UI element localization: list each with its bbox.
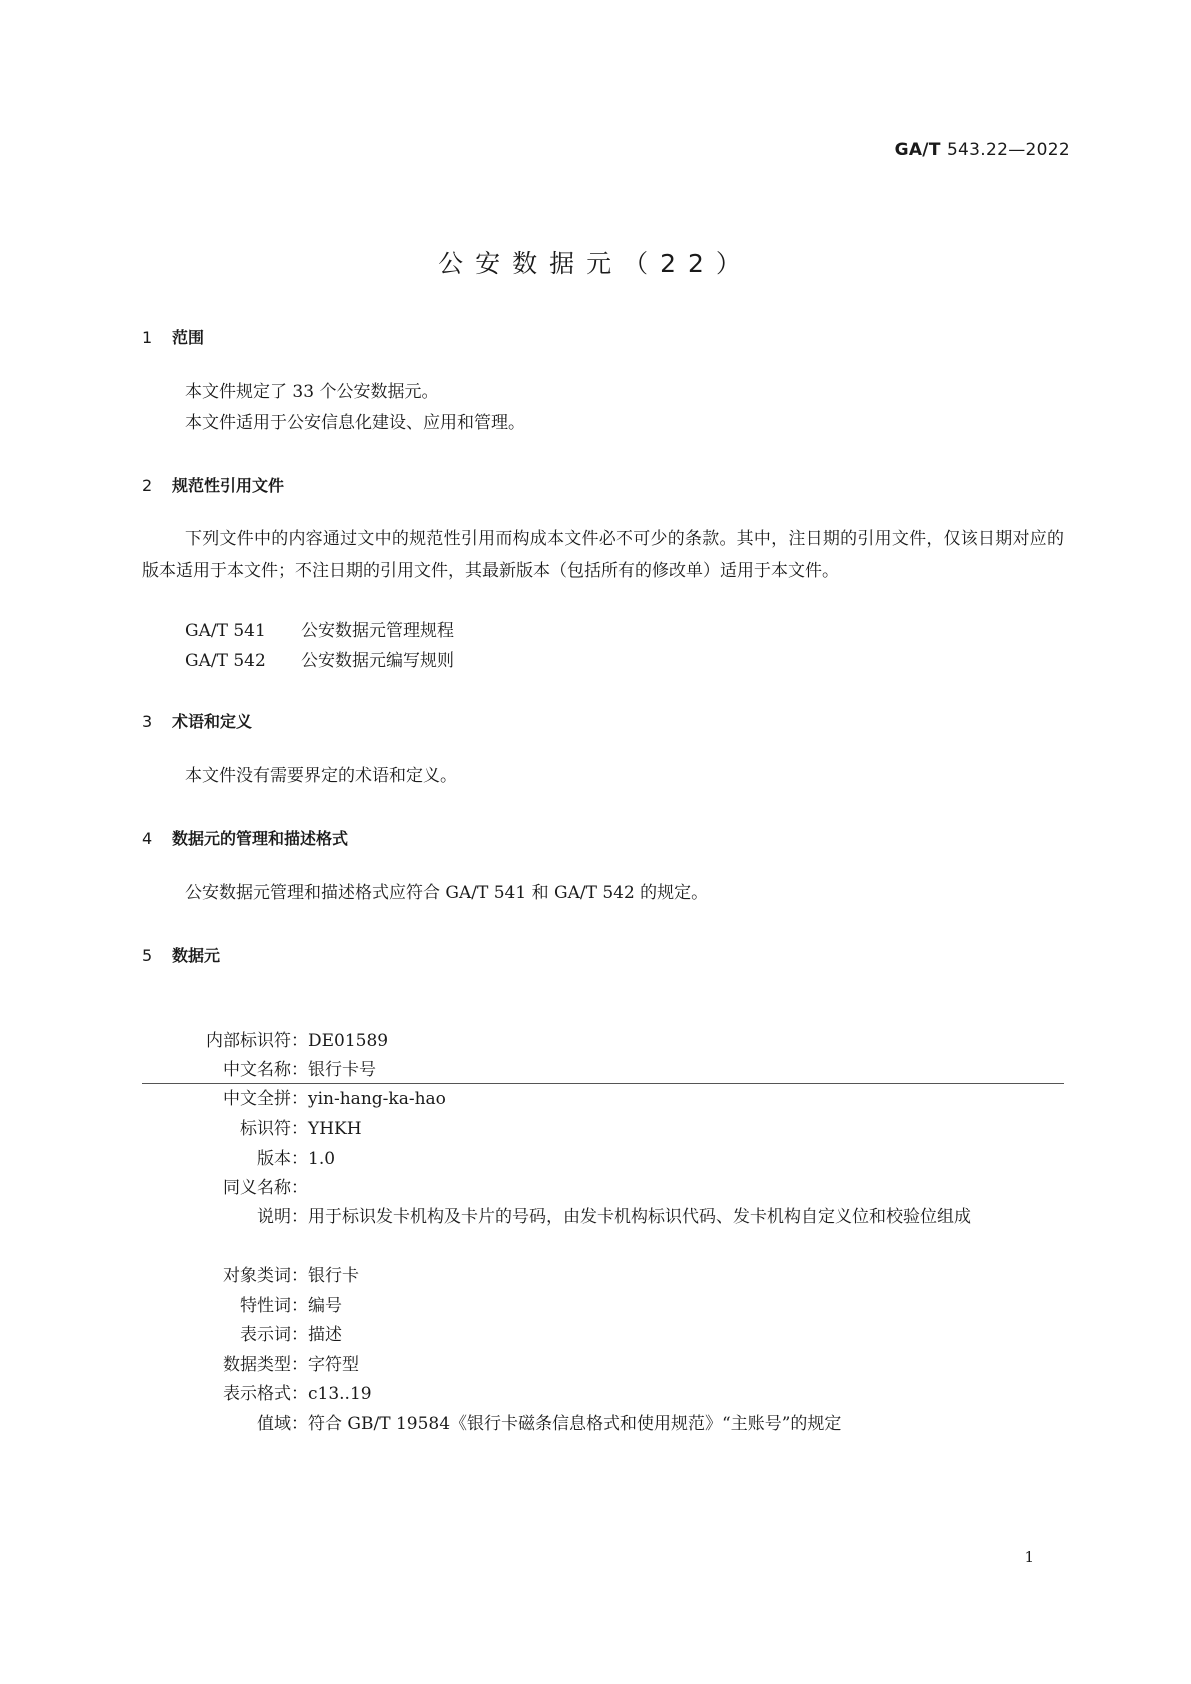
scope-line-1: 本文件规定了 33 个公安数据元。: [185, 382, 439, 402]
field-label: 值域：: [257, 1414, 308, 1434]
field-value: [308, 1172, 1064, 1204]
field-label: 标识符：: [240, 1119, 308, 1139]
field-label: 对象类词：: [223, 1266, 308, 1286]
document-code-prefix: GA/T: [894, 140, 941, 160]
section-number: 2: [142, 476, 153, 495]
normative-ref-1: [185, 615, 454, 647]
document-title: 公安数据元（22）: [438, 249, 753, 278]
section-heading-normative: [142, 473, 284, 496]
field-value: YHKH: [308, 1119, 362, 1139]
field-value: 银行卡: [308, 1266, 359, 1286]
field-label: 表示格式：: [223, 1384, 308, 1404]
ref-name: 公安数据元管理规程: [301, 621, 454, 641]
terms-paragraph: 本文件没有需要界定的术语和定义。: [185, 766, 457, 786]
section-number: 1: [142, 328, 153, 347]
field-value: 编号: [308, 1296, 342, 1316]
field-object-class: [142, 1260, 1064, 1292]
field-pinyin: [142, 1083, 1064, 1115]
field-synonym: [142, 1172, 1064, 1204]
field-label: 数据类型：: [223, 1355, 308, 1375]
field-value: 字符型: [308, 1355, 359, 1375]
field-chinese-name: [142, 1054, 1064, 1086]
field-label: 版本：: [257, 1149, 308, 1169]
section-title: 数据元: [172, 946, 221, 965]
section-heading-terms: [142, 709, 252, 732]
field-label: 中文全拼：: [223, 1089, 308, 1109]
field-value-domain: [142, 1408, 1064, 1440]
field-value: DE01589: [308, 1031, 389, 1051]
normative-ref-2: [185, 645, 454, 677]
section-title: 数据元的管理和描述格式: [172, 829, 349, 848]
field-data-type: [142, 1349, 1064, 1381]
document-code-number: 543.22—2022: [946, 140, 1070, 160]
field-value: 符合 GB/T 19584《银行卡磁条信息格式和使用规范》“主账号”的规定: [308, 1414, 842, 1434]
section-number: 3: [142, 712, 153, 731]
section-title: 规范性引用文件: [172, 476, 285, 495]
section-heading-format: [142, 826, 348, 849]
normative-paragraph: 下列文件中的内容通过文中的规范性引用而构成本文件必不可少的条款。其中，注日期的引用文件，仅该日期对应的版本适用于本文件；不注日期的引用文件，其最新版本（包括所有的修改单）适用于本文件。: [142, 529, 1064, 581]
section-heading-scope: [142, 325, 204, 348]
field-label: 特性词：: [240, 1296, 308, 1316]
document-code: [895, 140, 1070, 160]
field-label: 说明：: [257, 1207, 308, 1227]
field-description: [142, 1201, 1064, 1233]
section-number: 5: [142, 946, 153, 965]
field-value: 银行卡号: [308, 1060, 376, 1080]
field-value: yin-hang-ka-hao: [308, 1089, 446, 1109]
field-version: [142, 1143, 1064, 1175]
section-title: 范围: [172, 328, 205, 347]
field-value: 用于标识发卡机构及卡片的号码，由发卡机构标识代码、发卡机构自定义位和校验位组成: [308, 1207, 971, 1227]
field-label: 同义名称：: [223, 1178, 308, 1198]
field-value: 1.0: [308, 1149, 336, 1169]
section-heading-data-elements: [142, 943, 220, 966]
ref-name: 公安数据元编写规则: [301, 651, 454, 671]
field-label: 表示词：: [240, 1325, 308, 1345]
scope-line-2: 本文件适用于公安信息化建设、应用和管理。: [185, 413, 525, 433]
field-property: [142, 1290, 1064, 1322]
section-title: 术语和定义: [172, 712, 253, 731]
section-number: 4: [142, 829, 153, 848]
ref-code: GA/T 541: [185, 621, 266, 641]
field-identifier: [142, 1113, 1064, 1145]
format-paragraph: 公安数据元管理和描述格式应符合 GA/T 541 和 GA/T 542 的规定。: [185, 883, 709, 903]
field-value: 描述: [308, 1325, 342, 1345]
page-number: 1: [1024, 1548, 1034, 1566]
field-internal-id: [142, 1025, 1064, 1057]
field-representation: [142, 1319, 1064, 1351]
field-label: 内部标识符：: [206, 1031, 308, 1051]
field-label: 中文名称：: [223, 1060, 308, 1080]
ref-code: GA/T 542: [185, 651, 266, 671]
field-value: c13..19: [308, 1384, 372, 1404]
field-format: [142, 1378, 1064, 1410]
